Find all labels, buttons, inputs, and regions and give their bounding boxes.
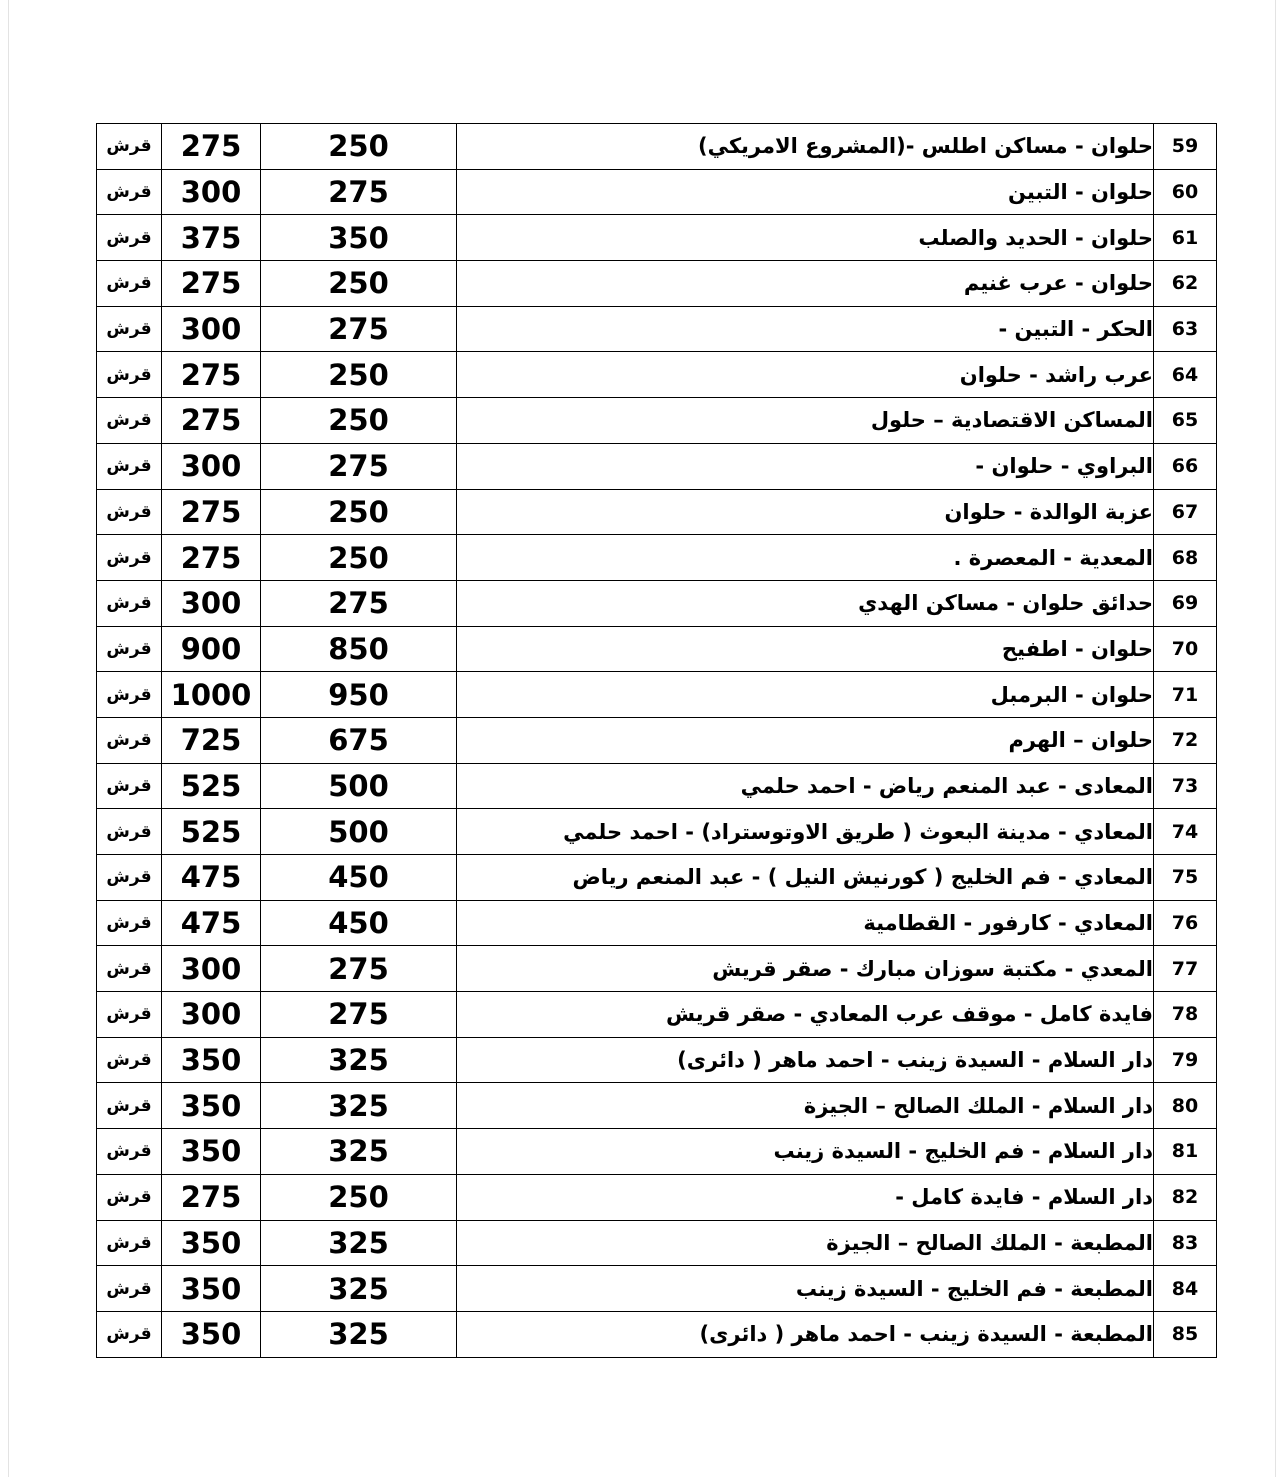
table-row [97,169,1217,215]
fare-1-cell: 275 [261,169,457,215]
table-row [97,855,1217,901]
row-number-cell: 69 [1154,580,1217,626]
unit-cell: قرش [97,580,162,626]
route-cell: دار السلام - السيدة زينب - احمد ماهر ( دائرى) [457,1037,1154,1083]
unit-cell: قرش [97,1037,162,1083]
table-row [97,306,1217,352]
fare-2-cell: 350 [162,1129,261,1175]
route-cell: حلوان – الهرم [457,717,1154,763]
table-row [97,992,1217,1038]
fare-1-cell: 275 [261,992,457,1038]
route-cell: المطبعة - الملك الصالح – الجيزة [457,1220,1154,1266]
row-number-cell: 72 [1154,717,1217,763]
row-number-cell: 71 [1154,672,1217,718]
unit-cell: قرش [97,763,162,809]
row-number-cell: 64 [1154,352,1217,398]
route-cell: المعدية - المعصرة . [457,535,1154,581]
unit-cell: قرش [97,1266,162,1312]
table-row [97,580,1217,626]
row-number-cell: 74 [1154,809,1217,855]
unit-cell: قرش [97,900,162,946]
table-row [97,1311,1217,1357]
unit-cell: قرش [97,1174,162,1220]
fare-1-cell: 275 [261,443,457,489]
fare-2-cell: 275 [162,1174,261,1220]
route-cell: فايدة كامل - موقف عرب المعادي - صقر قريش [457,992,1154,1038]
row-number-cell: 66 [1154,443,1217,489]
row-number-cell: 81 [1154,1129,1217,1175]
route-cell: عزبة الوالدة - حلوان [457,489,1154,535]
unit-cell: قرش [97,443,162,489]
route-cell: حلوان - مساكن اطلس -(المشروع الامريكي) [457,124,1154,170]
route-cell: حلوان - عرب غنيم [457,261,1154,307]
route-cell: حلوان - التبين [457,169,1154,215]
fare-1-cell: 325 [261,1220,457,1266]
unit-cell: قرش [97,626,162,672]
fare-1-cell: 500 [261,763,457,809]
table-row [97,1220,1217,1266]
route-cell: المعادي - مدينة البعوث ( طريق الاوتوستراد) - احمد حلمي [457,809,1154,855]
fare-1-cell: 275 [261,306,457,352]
table-row [97,717,1217,763]
fare-1-cell: 325 [261,1311,457,1357]
fare-2-cell: 300 [162,306,261,352]
route-cell: المساكن الاقتصادية – حلول [457,398,1154,444]
table-row [97,946,1217,992]
row-number-cell: 80 [1154,1083,1217,1129]
fare-2-cell: 725 [162,717,261,763]
fare-1-cell: 250 [261,261,457,307]
table-row [97,1266,1217,1312]
fare-2-cell: 475 [162,855,261,901]
route-cell: دار السلام - الملك الصالح – الجيزة [457,1083,1154,1129]
unit-cell: قرش [97,1129,162,1175]
unit-cell: قرش [97,992,162,1038]
route-cell: المعادي - فم الخليج ( كورنيش النيل ) - عبد المنعم رياض [457,855,1154,901]
unit-cell: قرش [97,352,162,398]
fare-2-cell: 525 [162,809,261,855]
row-number-cell: 67 [1154,489,1217,535]
row-number-cell: 77 [1154,946,1217,992]
fare-2-cell: 350 [162,1220,261,1266]
fare-2-cell: 300 [162,946,261,992]
row-number-cell: 82 [1154,1174,1217,1220]
route-cell: الحكر - التبين - [457,306,1154,352]
unit-cell: قرش [97,535,162,581]
unit-cell: قرش [97,809,162,855]
fare-2-cell: 350 [162,1311,261,1357]
fare-1-cell: 850 [261,626,457,672]
row-number-cell: 84 [1154,1266,1217,1312]
fare-2-cell: 300 [162,443,261,489]
unit-cell: قرش [97,855,162,901]
unit-cell: قرش [97,1311,162,1357]
row-number-cell: 65 [1154,398,1217,444]
fare-2-cell: 275 [162,398,261,444]
unit-cell: قرش [97,1220,162,1266]
unit-cell: قرش [97,169,162,215]
fare-2-cell: 375 [162,215,261,261]
fare-2-cell: 1000 [162,672,261,718]
table-row [97,124,1217,170]
row-number-cell: 83 [1154,1220,1217,1266]
fare-1-cell: 450 [261,900,457,946]
fare-1-cell: 325 [261,1266,457,1312]
unit-cell: قرش [97,946,162,992]
fare-2-cell: 350 [162,1037,261,1083]
route-cell: عرب راشد - حلوان [457,352,1154,398]
table-row [97,352,1217,398]
table-row [97,900,1217,946]
fare-table-body [97,124,1217,1358]
unit-cell: قرش [97,1083,162,1129]
fare-1-cell: 675 [261,717,457,763]
unit-cell: قرش [97,489,162,535]
row-number-cell: 59 [1154,124,1217,170]
table-row [97,535,1217,581]
fare-2-cell: 275 [162,535,261,581]
fare-1-cell: 250 [261,124,457,170]
table-row [97,398,1217,444]
route-cell: المعدي - مكتبة سوزان مبارك - صقر قريش [457,946,1154,992]
row-number-cell: 63 [1154,306,1217,352]
route-cell: المعادي - كارفور - القطامية [457,900,1154,946]
table-row [97,1174,1217,1220]
unit-cell: قرش [97,124,162,170]
row-number-cell: 79 [1154,1037,1217,1083]
route-cell: حدائق حلوان - مساكن الهدي [457,580,1154,626]
route-cell: حلوان - البرمبل [457,672,1154,718]
route-cell: المعادى - عبد المنعم رياض - احمد حلمي [457,763,1154,809]
row-number-cell: 73 [1154,763,1217,809]
table-row [97,261,1217,307]
table-row [97,626,1217,672]
table-row [97,1037,1217,1083]
unit-cell: قرش [97,261,162,307]
fare-1-cell: 250 [261,398,457,444]
unit-cell: قرش [97,717,162,763]
route-cell: دار السلام - فايدة كامل - [457,1174,1154,1220]
fare-1-cell: 275 [261,946,457,992]
fare-2-cell: 300 [162,169,261,215]
fare-2-cell: 350 [162,1083,261,1129]
table-row [97,1083,1217,1129]
row-number-cell: 75 [1154,855,1217,901]
fare-2-cell: 525 [162,763,261,809]
table-row [97,1129,1217,1175]
route-cell: المطبعة - فم الخليج - السيدة زينب [457,1266,1154,1312]
fare-1-cell: 325 [261,1083,457,1129]
fare-table [96,123,1217,1358]
unit-cell: قرش [97,306,162,352]
unit-cell: قرش [97,672,162,718]
route-cell: حلوان - اطفيح [457,626,1154,672]
fare-1-cell: 250 [261,535,457,581]
row-number-cell: 68 [1154,535,1217,581]
fare-2-cell: 275 [162,352,261,398]
route-cell: المطبعة - السيدة زينب - احمد ماهر ( دائرى) [457,1311,1154,1357]
row-number-cell: 62 [1154,261,1217,307]
row-number-cell: 85 [1154,1311,1217,1357]
fare-1-cell: 500 [261,809,457,855]
route-cell: حلوان - الحديد والصلب [457,215,1154,261]
table-row [97,489,1217,535]
route-cell: البراوي - حلوان - [457,443,1154,489]
fare-1-cell: 250 [261,489,457,535]
fare-1-cell: 275 [261,580,457,626]
row-number-cell: 70 [1154,626,1217,672]
table-row [97,809,1217,855]
fare-1-cell: 950 [261,672,457,718]
fare-1-cell: 325 [261,1037,457,1083]
fare-1-cell: 250 [261,352,457,398]
fare-2-cell: 300 [162,580,261,626]
fare-2-cell: 275 [162,261,261,307]
fare-2-cell: 475 [162,900,261,946]
route-cell: دار السلام - فم الخليج - السيدة زينب [457,1129,1154,1175]
fare-2-cell: 275 [162,124,261,170]
fare-1-cell: 350 [261,215,457,261]
unit-cell: قرش [97,215,162,261]
row-number-cell: 78 [1154,992,1217,1038]
row-number-cell: 76 [1154,900,1217,946]
row-number-cell: 61 [1154,215,1217,261]
fare-2-cell: 350 [162,1266,261,1312]
fare-2-cell: 275 [162,489,261,535]
fare-1-cell: 250 [261,1174,457,1220]
fare-1-cell: 450 [261,855,457,901]
fare-2-cell: 900 [162,626,261,672]
table-row [97,215,1217,261]
table-row [97,763,1217,809]
row-number-cell: 60 [1154,169,1217,215]
table-row [97,443,1217,489]
fare-2-cell: 300 [162,992,261,1038]
fare-1-cell: 325 [261,1129,457,1175]
unit-cell: قرش [97,398,162,444]
table-row [97,672,1217,718]
